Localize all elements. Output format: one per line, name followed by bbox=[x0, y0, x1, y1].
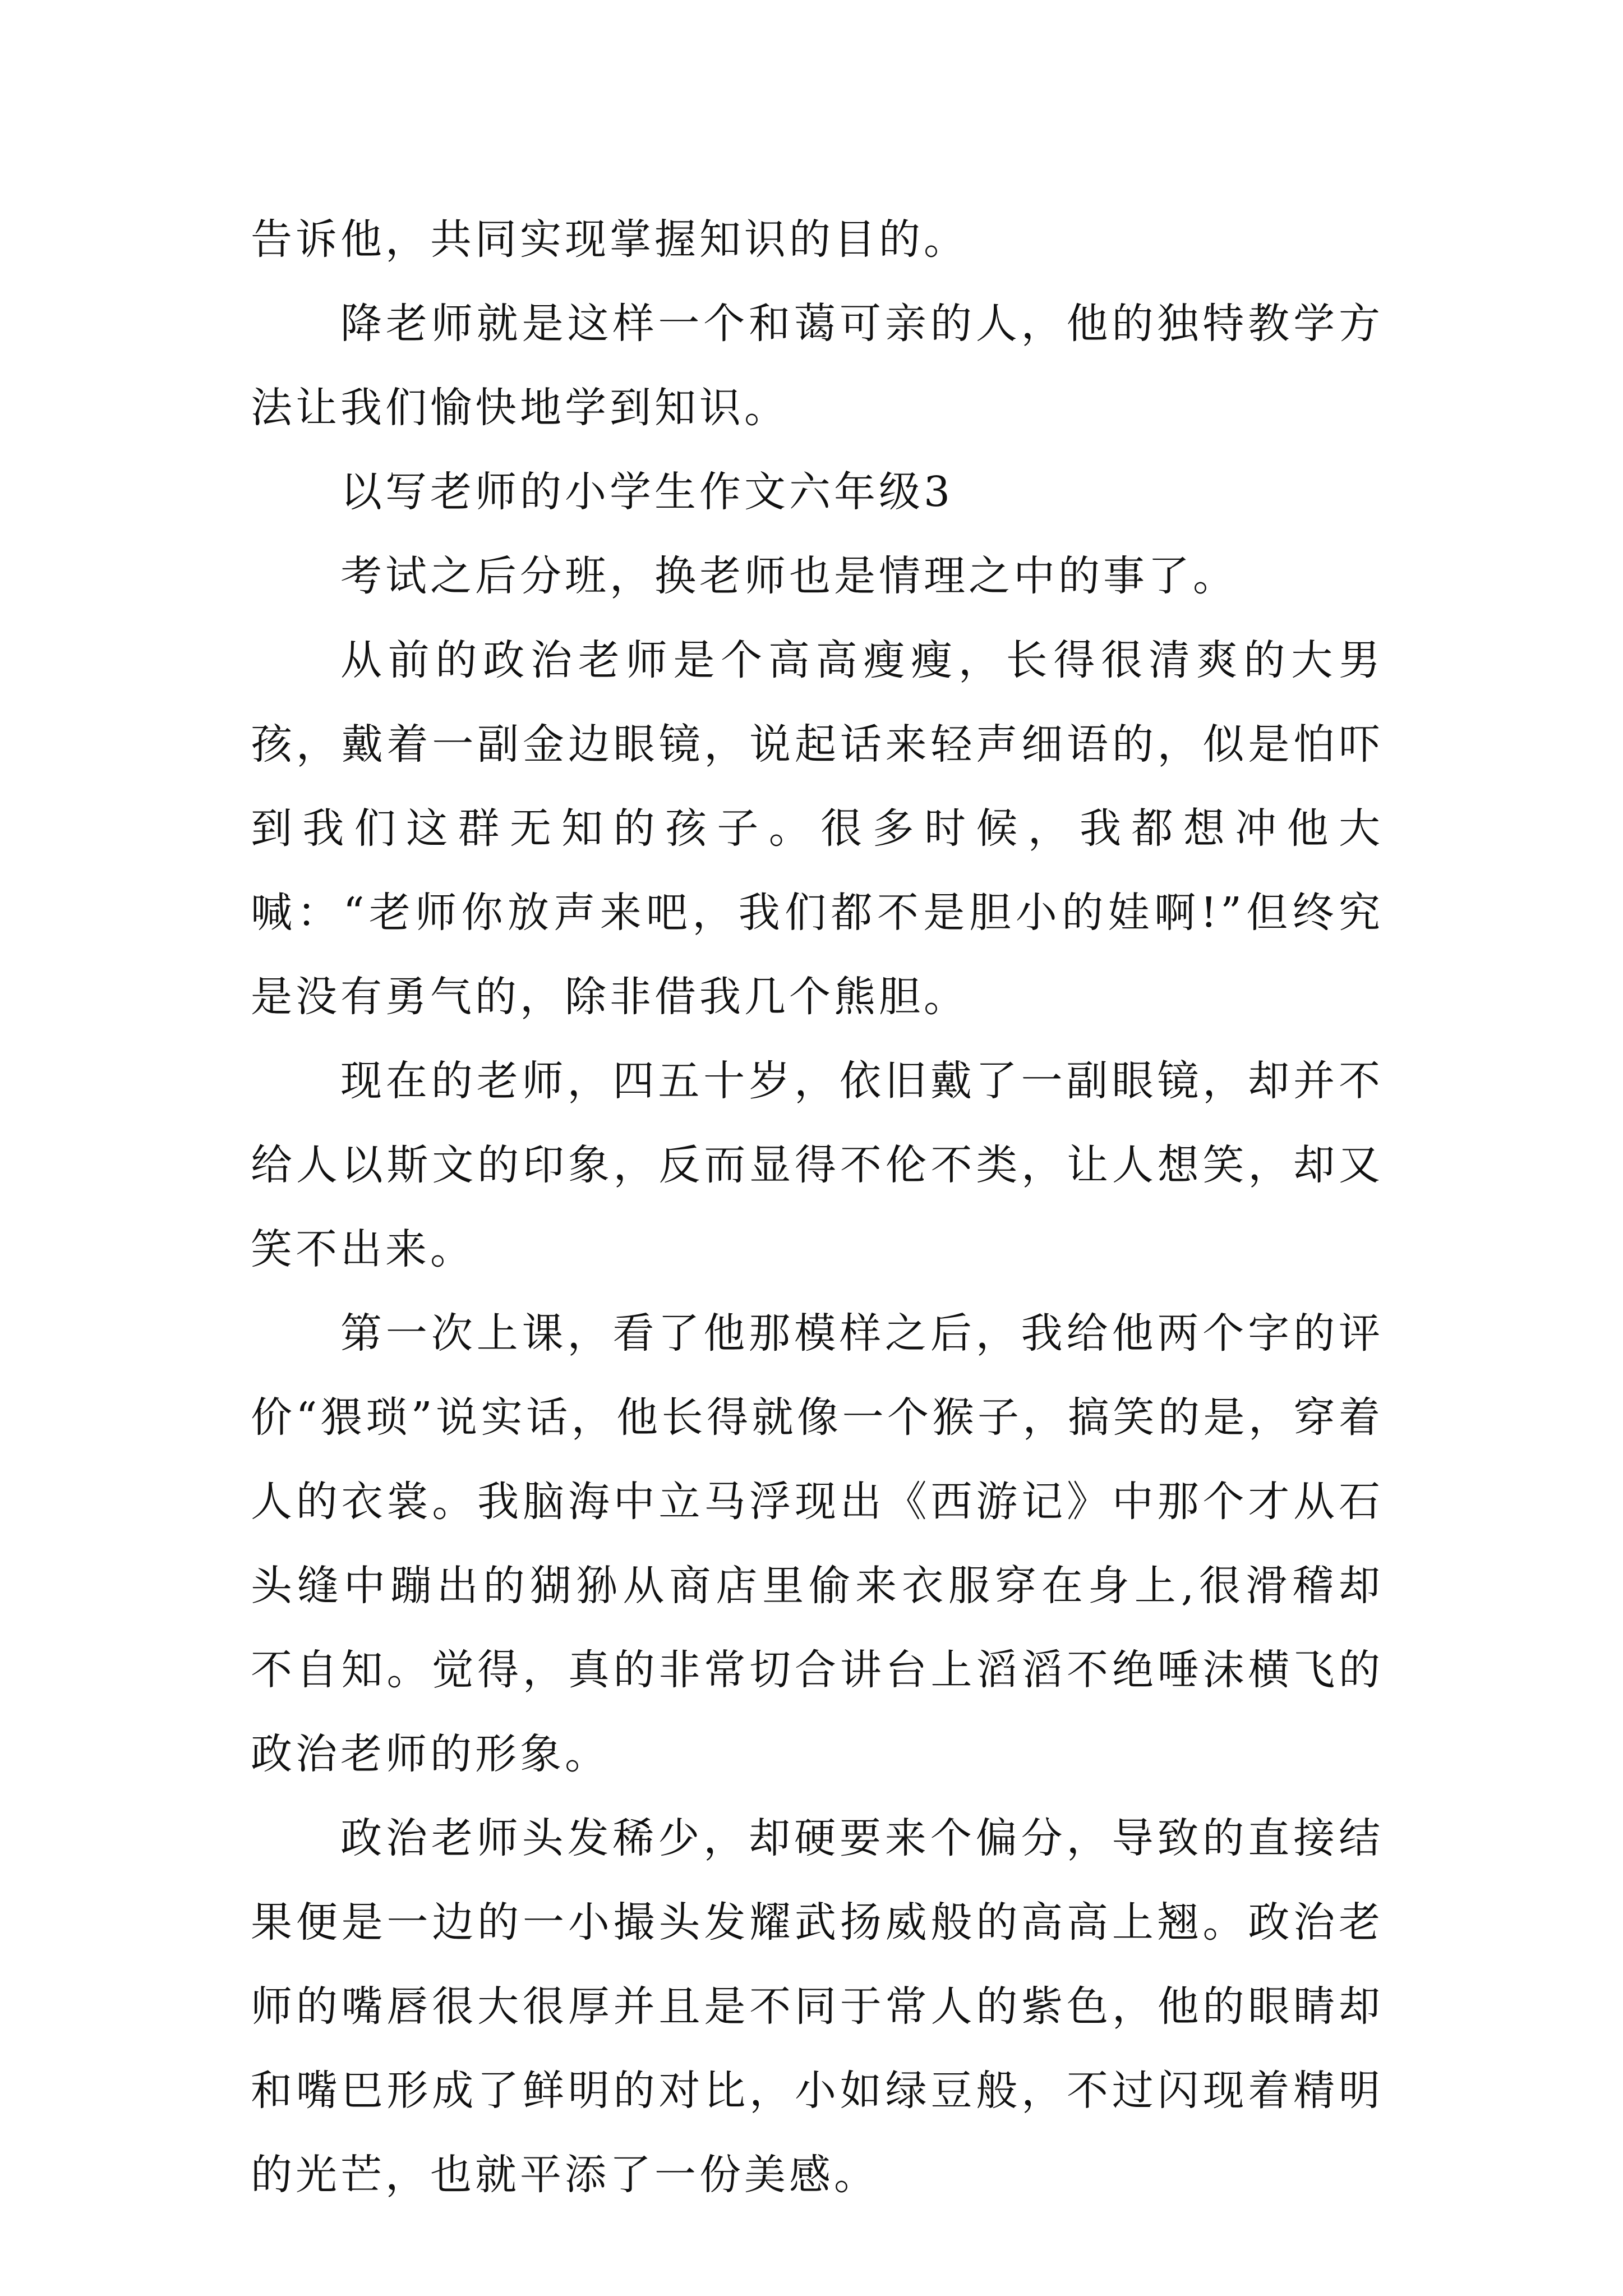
paragraph-5: 现在的老师，四五十岁，依旧戴了一副眼镜，却并不给人以斯文的印象，反而显得不伦不类，让人想笑，却又笑不出来。 bbox=[251, 1057, 1384, 1273]
paragraph-2: 降老师就是这样一个和蔼可亲的人，他的独特教学方法让我们愉快地学到知识。 bbox=[251, 300, 1384, 432]
paragraph-7: 政治老师头发稀少，却硬要来个偏分，导致的直接结果便是一边的一小撮头发耀武扬威般的高高上翘。政治老师的嘴唇很大很厚并且是不同于常人的紫色，他的眼睛却和嘴巴形成了鲜明的对比，小如绿豆般，不过闪现着精明的光芒，也就平添了一份美感。 bbox=[251, 1814, 1384, 2199]
essay-heading: 以写老师的小学生作文六年级3 bbox=[340, 468, 954, 516]
paragraph-4: 从前的政治老师是个高高瘦瘦，长得很清爽的大男孩，戴着一副金边眼镜，说起话来轻声细语的，似是怕吓到我们这群无知的孩子。很多时候，我都想冲他大喊：“老师你放声来吧，我们都不是胆小的娃啊!”但终究是没有勇气的，除非借我几个熊胆。 bbox=[251, 636, 1384, 1021]
paragraph-1: 告诉他，共同实现掌握知识的目的。 bbox=[251, 215, 969, 264]
paragraph-6: 第一次上课，看了他那模样之后，我给他两个字的评价“猥琐”说实话，他长得就像一个猴子，搞笑的是，穿着人的衣裳。我脑海中立马浮现出《西游记》中那个才从石头缝中蹦出的猢狲从商店里偷来衣服穿在身上,很滑稽却不自知。觉得，真的非常切合讲台上滔滔不绝唾沫横飞的政治老师的形象。 bbox=[251, 1309, 1384, 1778]
paragraph-3: 考试之后分班，换老师也是情理之中的事了。 bbox=[340, 552, 1238, 600]
document-body bbox=[251, 197, 1384, 2217]
